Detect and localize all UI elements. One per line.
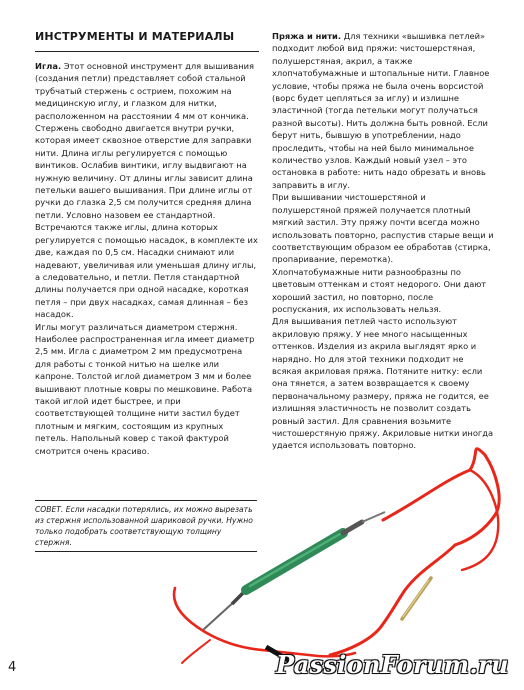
needle-diameter-paragraph: Иглы могут различаться диаметром стержня. Наиболее распространенная игла имеет диаметр 2,5 мм. Игла с диаметром 2 мм предусмотрена для работы с тонкой нитью на шелке или капроне. Толстой иглой диаметром 3 мм и более вышивают плотные ковры по мешковине. Работа такой иглой идет быстрее, и при соответствующей толщине нити застил будет плотным и мягким, состоящим из крупных петель. Напольный ковер с такой фактурой смотрится очень красиво.	[35, 321, 255, 456]
needle-paragraph	[35, 60, 259, 321]
yarn-lead: Пряжа и нити.	[272, 31, 341, 41]
right-column	[272, 30, 494, 452]
site-watermark: PassionForum.ru	[276, 650, 509, 679]
section-heading: ИНСТРУМЕНТЫ И МАТЕРИАЛЫ	[35, 30, 235, 43]
page-number: 4	[8, 660, 17, 675]
needle-text: Этот основной инструмент для вышивания (создания петли) представляет собой стальной трубчатый стержень с острием, похожим на медицинскую иглу, и глазком для нитки, расположенном на расстоянии 4 мм от кончика. Стержень свободно двигается внутри ручки, которая имеет сквозное отверстие для заправки нити. Длина иглы регулируется с помощью винтиков. Ослабив винтики, иглу выдвигают на нужную величину. От длины иглы зависит длина петельки вашего вышивания. При длине иглы от ручки до глазка 2,5 см получится средняя длина петли. Условно назовем ее стандартной. Встречаются также иглы, длина которых регулируется с помощью насадок, в комплекте их две, каждая по 0,5 см. Насадки снимают или надевают, увеличивая или уменьшая длину иглы, а следовательно, и петли. Петля стандартной длины получается при одной насадке, короткая петля – при двух насадках, самая длинная – без насадок.	[35, 61, 258, 320]
heading-rule	[35, 51, 259, 52]
needle-lead: Игла.	[35, 61, 62, 71]
acrylic-paragraph: Для вышивания петлей часто используют акриловую пряжу. У нее много насыщенных оттенков. Изделия из акрила выглядят ярко и нарядно. Но для этой техники подходит не всякая акриловая пряжа. Потяните нитку: если она тянется, а затем возвращается к своему первоначальному размеру, пряжа не годится, ее излишняя эластичность не позволит создать ровный застил. Для сравнения возьмите чистошерстяную пряжу. Акриловые нитки иногда удается использовать повторно.	[272, 316, 494, 451]
yarn-text: Для техники «вышивка петлей» подходит любой вид пряжи: чистошерстяная, полушерстяная, акрил, а также хлопчатобумажные и штопальные нити. Главное условие, чтобы пряжа не была очень ворсистой (ворс будет цепляться за иглу) и излишне эластичной (тогда петельки могут получаться разной высоты). Нить должна быть ровной. Если берут нить, бывшую в употреблении, надо проследить, чтобы на ней было минимальное количество узлов. Каждый новый узел – это остановка в работе: нить надо обрезать и вновь заправить в иглу.	[272, 31, 490, 190]
red-yarn	[174, 449, 499, 663]
tip-note: СОВЕТ. Если насадки потерялись, их можно вырезать из стержня использованной шариковой ручки. Нужно только подобрать соответствующую толщину стержня.	[35, 500, 257, 552]
left-column	[35, 30, 259, 457]
needle-attachment	[402, 578, 431, 619]
cotton-paragraph: Хлопчатобумажные нити разнообразны по цветовым оттенкам и стоят недорого. Они дают хороший застил, но повторно, после роспускания, их использовать нельзя.	[272, 266, 487, 314]
yarn-paragraph	[272, 30, 494, 191]
wool-paragraph: При вышивании чистошерстяной и полушерстяной пряжей получается плотный мягкий застил. Эту пряжу почти всегда можно использовать повторно, распустив старые вещи и соответствующим образом ее обработав (стирка, пропаривание, перемотка).	[272, 192, 494, 265]
